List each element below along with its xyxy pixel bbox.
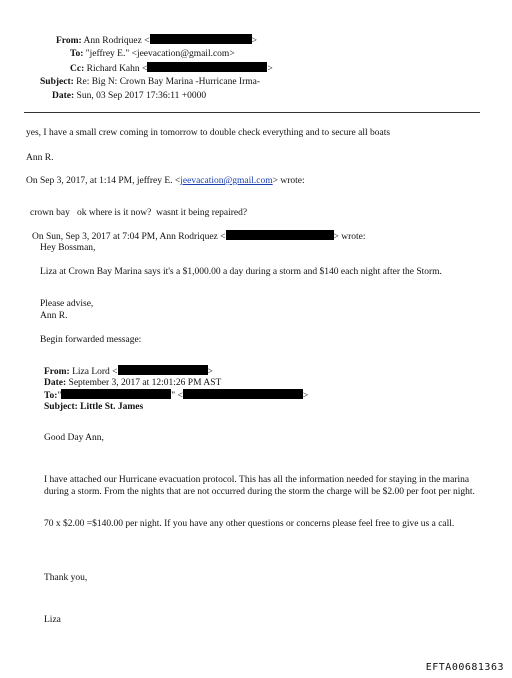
- fwd-date-label: Date:: [44, 378, 67, 388]
- fwd-subject-label: Subject:: [44, 402, 78, 412]
- ann-greeting: Hey Bossman,: [40, 243, 96, 253]
- liza-thanks: Thank you,: [44, 573, 88, 583]
- header-to: [70, 48, 235, 60]
- header-subject: [40, 76, 260, 88]
- fwd-to-close: >: [302, 391, 309, 401]
- ann-body: Liza at Crown Bay Marina says it's a $1,000.00 a day during a storm and $140 each night after the Storm.: [40, 267, 442, 277]
- header-cc-value: Richard Kahn <: [86, 64, 148, 74]
- redaction-box: [147, 62, 267, 72]
- fwd-date: [44, 377, 221, 389]
- header-date-value: Sun, 03 Sep 2017 17:36:11 +0000: [76, 91, 207, 101]
- header-divider: [24, 112, 480, 113]
- jeffrey-message: crown bay ok where is it now? wasnt it being repaired?: [30, 208, 248, 218]
- fwd-to-label: To:: [44, 391, 58, 401]
- fwd-to-quote: ": [57, 391, 62, 401]
- liza-greeting: Good Day Ann,: [44, 433, 104, 443]
- header-from-label: From:: [56, 36, 82, 46]
- fwd-subject-value: Little St. James: [80, 402, 144, 412]
- document-id: EFTA00681363: [425, 662, 504, 673]
- header-from-close: >: [251, 36, 257, 46]
- redaction-box: [150, 34, 252, 44]
- ann-signature: Ann R.: [40, 311, 68, 321]
- email-link[interactable]: jeevacation@gmail.com: [180, 176, 273, 186]
- ann-intro-post: > wrote:: [333, 232, 366, 242]
- header-cc-label: Cc:: [70, 64, 85, 74]
- header-to-label: To:: [70, 49, 84, 59]
- fwd-subject: [44, 401, 143, 413]
- fwd-from-close: >: [207, 367, 213, 377]
- fwd-date-value: September 3, 2017 at 12:01:26 PM AST: [68, 378, 222, 388]
- header-date: [52, 90, 206, 102]
- reply-quote-intro: [26, 175, 305, 187]
- liza-signature: Liza: [44, 615, 61, 625]
- header-cc-close: >: [267, 64, 273, 74]
- ann-advise: Please advise,: [40, 299, 94, 309]
- fwd-from-label: From:: [44, 367, 70, 377]
- reply-body: yes, I have a small crew coming in tomorrow to double check everything and to secure all boats: [26, 128, 391, 138]
- quote-intro-post: > wrote:: [272, 176, 305, 186]
- header-from-value: Ann Rodriquez <: [83, 36, 150, 46]
- redaction-box: [183, 389, 303, 399]
- redaction-box: [118, 365, 208, 375]
- header-cc: [70, 62, 273, 75]
- header-subject-value: Re: Big N: Crown Bay Marina -Hurricane Irma-: [76, 77, 261, 87]
- redaction-box: [61, 389, 171, 399]
- redaction-box: [226, 230, 334, 240]
- ann-intro-pre: On Sun, Sep 3, 2017 at 7:04 PM, Ann Rodriquez <: [32, 232, 226, 242]
- forwarded-label: Begin forwarded message:: [40, 335, 142, 345]
- fwd-to-quote-end: " <: [171, 391, 183, 401]
- header-to-value: "jeffrey E." <jeevacation@gmail.com>: [85, 49, 235, 59]
- quote-intro-pre: On Sep 3, 2017, at 1:14 PM, jeffrey E. <: [26, 176, 181, 186]
- liza-para2: 70 x $2.00 =$140.00 per night. If you have any other questions or concerns please feel free to give us a call.: [44, 519, 455, 529]
- fwd-from-value: Liza Lord <: [72, 367, 118, 377]
- header-subject-label: Subject:: [40, 77, 74, 87]
- liza-para1: I have attached our Hurricane evacuation protocol. This has all the information needed for staying in the marina during a storm. From the nights that are not occurred during the storm the charge will be $2.00 per foot per night.: [44, 475, 475, 497]
- header-from: [56, 34, 257, 47]
- header-date-label: Date:: [52, 91, 75, 101]
- reply-signature: Ann R.: [26, 153, 54, 163]
